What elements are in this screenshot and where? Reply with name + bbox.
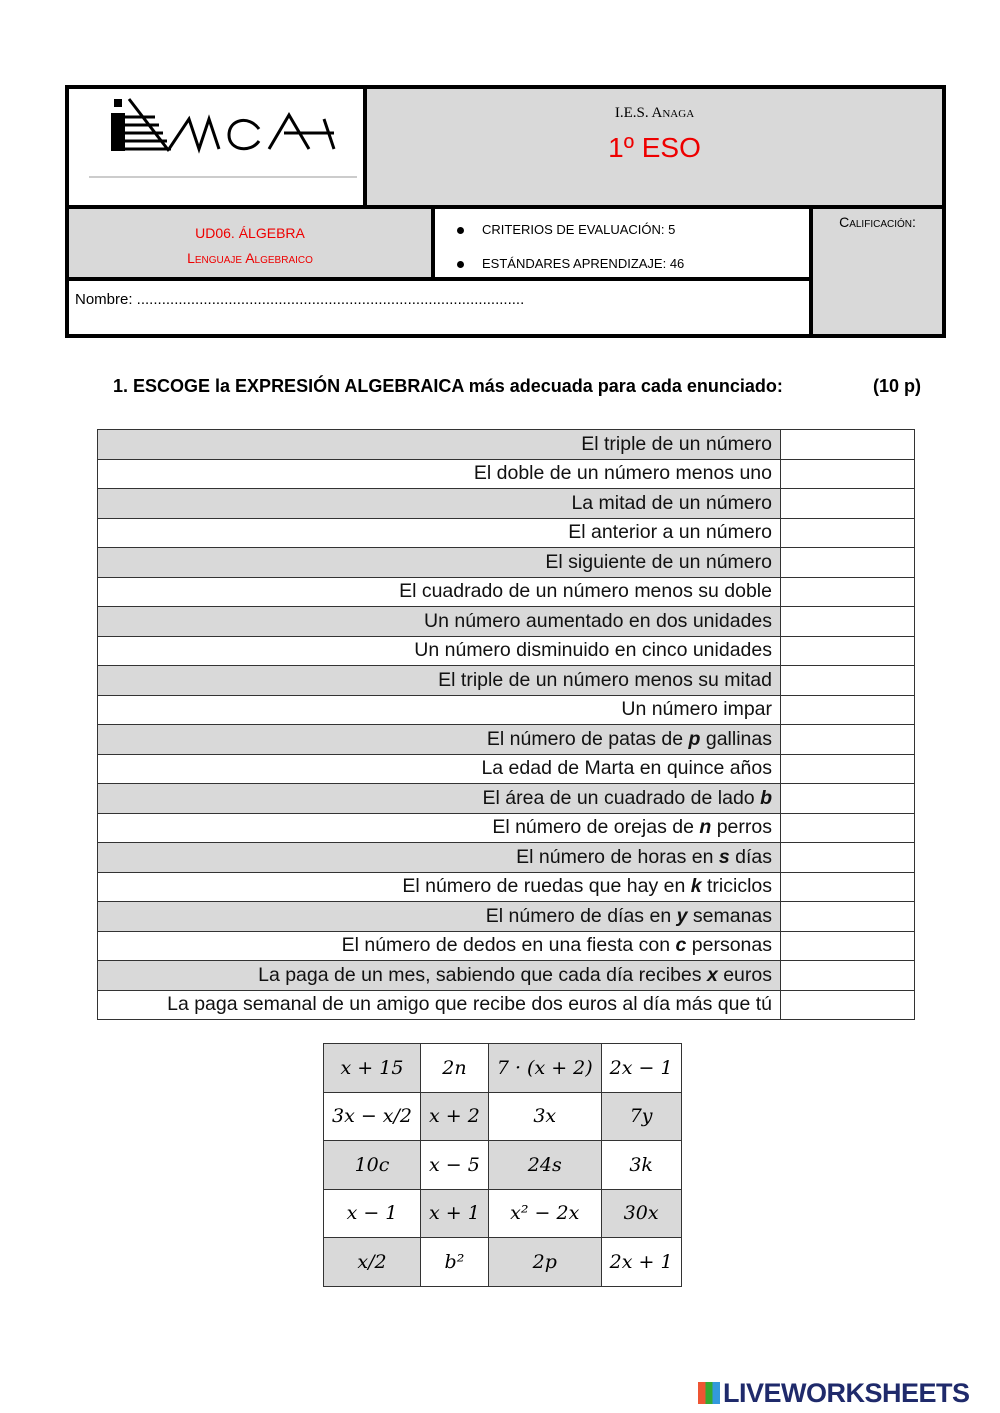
statement-text: El área de un cuadrado de lado b	[98, 784, 781, 814]
name-label: Nombre: .............................................................................................	[75, 291, 525, 308]
question-heading	[113, 376, 922, 397]
table-row	[98, 725, 915, 755]
answer-drop-slot[interactable]	[781, 636, 915, 666]
expression-option[interactable]: x + 15	[324, 1044, 421, 1093]
unit-topic: Lenguaje Algebraico	[187, 250, 313, 266]
table-row	[98, 430, 915, 460]
statement-text: La paga de un mes, sabiendo que cada día recibes x euros	[98, 961, 781, 991]
table-row	[98, 843, 915, 873]
school-name: I.E.S. Anaga	[614, 105, 695, 121]
expressions-table	[323, 1043, 682, 1287]
answer-drop-slot[interactable]	[781, 961, 915, 991]
expression-row	[324, 1189, 682, 1238]
table-row	[98, 754, 915, 784]
table-row	[98, 695, 915, 725]
statement-text: El triple de un número	[98, 430, 781, 460]
statement-text: El número de días en y semanas	[98, 902, 781, 932]
table-row	[98, 872, 915, 902]
expression-option[interactable]: 3k	[601, 1141, 681, 1190]
expression-option[interactable]: 2p	[488, 1238, 601, 1287]
answer-drop-slot[interactable]	[781, 577, 915, 607]
expression-option[interactable]: 7 · (x + 2)	[488, 1044, 601, 1093]
criteria-cell	[435, 209, 809, 277]
answer-drop-slot[interactable]	[781, 430, 915, 460]
expression-option[interactable]: 2n	[421, 1044, 489, 1093]
table-row	[98, 607, 915, 637]
statement-text: Un número impar	[98, 695, 781, 725]
statement-text: Un número aumentado en dos unidades	[98, 607, 781, 637]
expression-option[interactable]: x − 5	[421, 1141, 489, 1190]
answer-drop-slot[interactable]	[781, 725, 915, 755]
expression-option[interactable]: 24s	[488, 1141, 601, 1190]
answer-drop-slot[interactable]	[781, 754, 915, 784]
table-row	[98, 961, 915, 991]
name-field[interactable]	[69, 281, 809, 334]
statement-text: La edad de Marta en quince años	[98, 754, 781, 784]
school-logo	[69, 89, 363, 205]
answer-drop-slot[interactable]	[781, 695, 915, 725]
question-text: 1. ESCOGE la EXPRESIÓN ALGEBRAICA más adecuada para cada enunciado:	[113, 376, 783, 396]
answer-drop-slot[interactable]	[781, 990, 915, 1020]
expression-option[interactable]: 7y	[601, 1092, 681, 1141]
bullet-icon	[457, 261, 464, 268]
expression-option[interactable]: 10c	[324, 1141, 421, 1190]
statement-text: El número de orejas de n perros	[98, 813, 781, 843]
unit-cell	[69, 209, 431, 277]
table-row	[98, 666, 915, 696]
statement-text: El número de patas de p gallinas	[98, 725, 781, 755]
grade-label: Calificación:	[839, 214, 916, 230]
answer-drop-slot[interactable]	[781, 902, 915, 932]
expression-option[interactable]: x + 1	[421, 1189, 489, 1238]
expression-row	[324, 1044, 682, 1093]
answer-drop-slot[interactable]	[781, 518, 915, 548]
header-box	[65, 85, 946, 338]
table-row	[98, 990, 915, 1020]
table-row	[98, 548, 915, 578]
answer-drop-slot[interactable]	[781, 489, 915, 519]
statement-text: La mitad de un número	[98, 489, 781, 519]
statement-text: El número de ruedas que hay en k triciclos	[98, 872, 781, 902]
unit-title: UD06. ÁLGEBRA	[195, 225, 305, 241]
statement-text: El cuadrado de un número menos su doble	[98, 577, 781, 607]
answer-drop-slot[interactable]	[781, 872, 915, 902]
expression-row	[324, 1092, 682, 1141]
expression-option[interactable]: 2x − 1	[601, 1044, 681, 1093]
answer-drop-slot[interactable]	[781, 607, 915, 637]
statement-text: Un número disminuido en cinco unidades	[98, 636, 781, 666]
statements-table	[97, 429, 915, 1020]
expression-option[interactable]: 30x	[601, 1189, 681, 1238]
table-row	[98, 459, 915, 489]
liveworksheets-watermark	[698, 1378, 970, 1409]
statement-text: La paga semanal de un amigo que recibe dos euros al día más que tú	[98, 990, 781, 1020]
table-row	[98, 518, 915, 548]
watermark-text: LIVEWORKSHEETS	[723, 1378, 970, 1408]
expression-row	[324, 1238, 682, 1287]
liveworksheets-logo-icon	[698, 1382, 720, 1404]
expression-option[interactable]: x + 2	[421, 1092, 489, 1141]
expression-option[interactable]: x − 1	[324, 1189, 421, 1238]
expression-option[interactable]: 3x	[488, 1092, 601, 1141]
statement-text: El anterior a un número	[98, 518, 781, 548]
criteria-count: CRITERIOS DE EVALUACIÓN: 5	[482, 222, 676, 237]
answer-drop-slot[interactable]	[781, 459, 915, 489]
table-row	[98, 489, 915, 519]
expression-option[interactable]: x/2	[324, 1238, 421, 1287]
expression-row	[324, 1141, 682, 1190]
answer-drop-slot[interactable]	[781, 666, 915, 696]
statement-text: El número de horas en s días	[98, 843, 781, 873]
answer-drop-slot[interactable]	[781, 784, 915, 814]
answer-drop-slot[interactable]	[781, 931, 915, 961]
table-row	[98, 784, 915, 814]
expression-option[interactable]: x² − 2x	[488, 1189, 601, 1238]
statement-text: El número de dedos en una fiesta con c personas	[98, 931, 781, 961]
table-row	[98, 813, 915, 843]
table-row	[98, 931, 915, 961]
answer-drop-slot[interactable]	[781, 813, 915, 843]
title-cell	[367, 89, 942, 205]
table-row	[98, 577, 915, 607]
statement-text: El siguiente de un número	[98, 548, 781, 578]
expression-option[interactable]: b²	[421, 1238, 489, 1287]
course-label: 1º ESO	[608, 132, 701, 163]
bullet-icon	[457, 227, 464, 234]
question-points: (10 p)	[873, 376, 922, 396]
statement-text: El doble de un número menos uno	[98, 459, 781, 489]
standards-count: ESTÁNDARES APRENDIZAJE: 46	[482, 256, 685, 271]
statement-text: El triple de un número menos su mitad	[98, 666, 781, 696]
table-row	[98, 902, 915, 932]
grade-cell	[813, 209, 942, 334]
expression-option[interactable]: 2x + 1	[601, 1238, 681, 1287]
table-row	[98, 636, 915, 666]
answer-drop-slot[interactable]	[781, 843, 915, 873]
answer-drop-slot[interactable]	[781, 548, 915, 578]
expression-option[interactable]: 3x − x/2	[324, 1092, 421, 1141]
